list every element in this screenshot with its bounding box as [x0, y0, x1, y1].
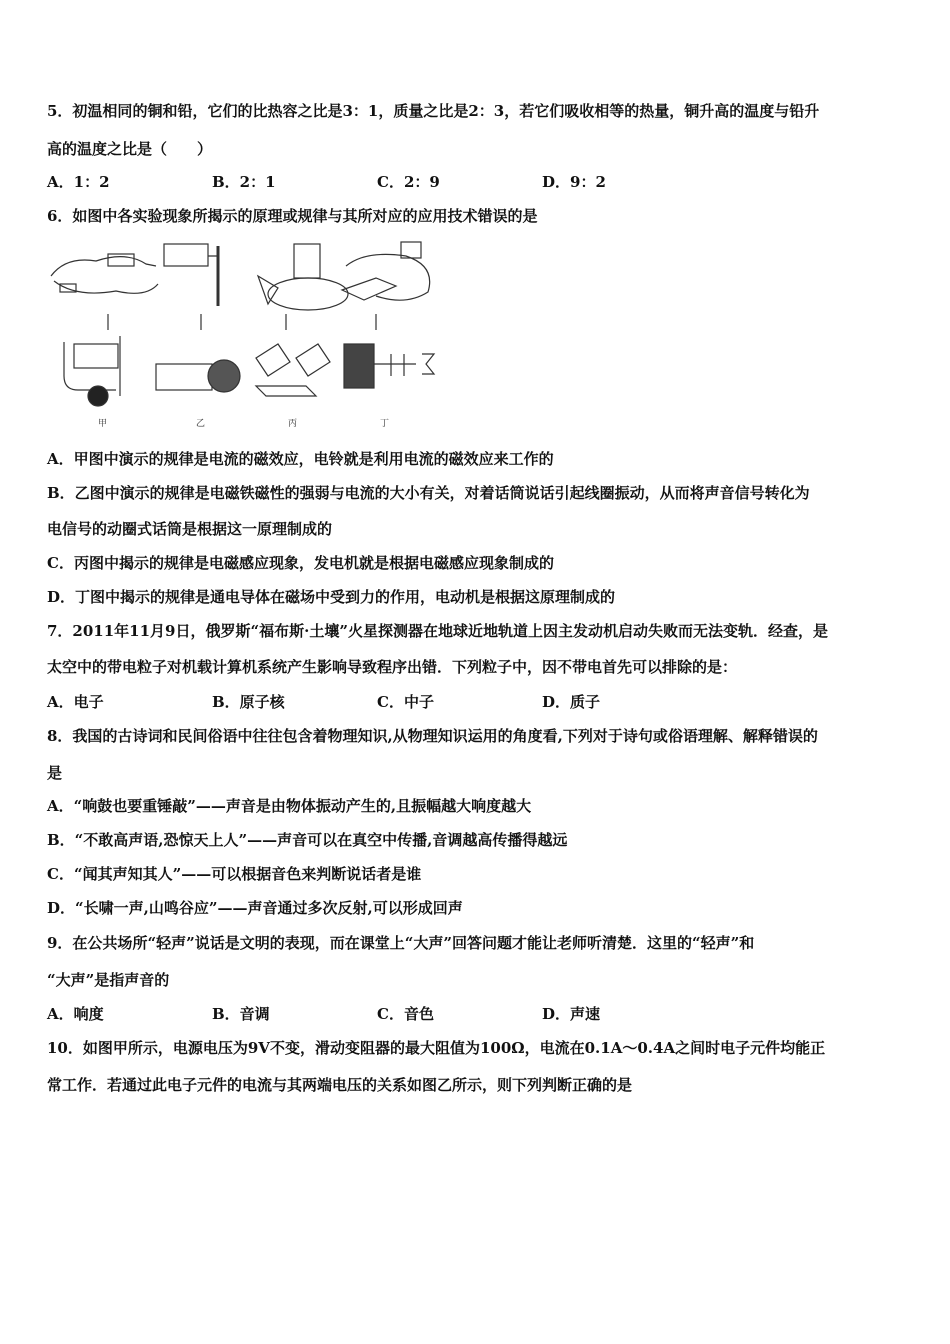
q9-option-a: A．响度 [47, 1005, 104, 1023]
battery-1 [108, 254, 134, 266]
motor-fan [422, 354, 434, 374]
q5-option-a: A．1：2 [47, 173, 110, 191]
q8-option-a: A．“响鼓也要重锤敲”——声音是由物体振动产生的,且振幅越大响度越大 [47, 797, 532, 815]
q6-figure-svg [46, 236, 438, 432]
q5-option-d: D．9：2 [542, 173, 606, 191]
q5-stem-line-2: 高的温度之比是（ ） [47, 140, 213, 158]
microphone-body [156, 364, 212, 390]
q7-option-d: D．质子 [542, 693, 601, 711]
q9-stem-line-1: 9．在公共场所“轻声”说话是文明的表现，而在课堂上“大声”回答问题才能让老师听清楚．这里的“轻声”和 [47, 934, 755, 952]
q5-option-b: B．2：1 [212, 173, 276, 191]
generator-magnet-2 [296, 344, 330, 376]
q6-experiment-figure [46, 236, 438, 432]
q6-option-b-line-2: 电信号的动圈式话筒是根据这一原理制成的 [47, 520, 333, 538]
magnet-4 [342, 278, 396, 300]
magnet-3 [258, 276, 278, 304]
bell-coil [74, 344, 118, 368]
q7-stem-line-2: 太空中的带电粒子对机载计算机系统产生影响导致程序出错．下列粒子中，因不带电首先可以排除的是： [47, 658, 738, 676]
caption-ding: 丁 [380, 419, 390, 429]
motor-body [344, 344, 374, 388]
battery-2 [164, 244, 208, 266]
caption-yi: 乙 [196, 419, 206, 429]
q5-option-c: C．2：9 [377, 173, 440, 191]
electromagnet-frame [64, 342, 116, 390]
q9-stem-line-2: “大声”是指声音的 [47, 971, 170, 989]
q9-option-b: B．音调 [212, 1005, 270, 1023]
q7-stem-line-1: 7．2011年11月9日，俄罗斯“福布斯·土壤”火星探测器在地球近地轨道上因主发动机启动失败而无法变轨．经查，是 [47, 622, 828, 640]
q8-option-b: B．“不敢高声语,恐惊天上人”——声音可以在真空中传播,音调越高传播得越远 [47, 831, 568, 849]
q8-stem-line-2: 是 [47, 764, 63, 782]
q9-option-d: D．声速 [542, 1005, 601, 1023]
circuit-wire-1 [51, 257, 156, 276]
q5-stem-line-1: 5．初温相同的铜和铅，它们的比热容之比是3：1，质量之比是2：3，若它们吸收相等的热量，铜升高的温度与铅升 [47, 102, 820, 120]
q10-stem-line-1: 10．如图甲所示，电源电压为9V不变，滑动变阻器的最大阻值为100Ω，电流在0.1A～0.4A之间时电子元件均能正 [47, 1039, 826, 1057]
caption-bing: 丙 [288, 419, 298, 429]
q6-option-c: C．丙图中揭示的规律是电磁感应现象，发电机就是根据电磁感应现象制成的 [47, 554, 554, 572]
q6-stem: 6．如图中各实验现象所揭示的原理或规律与其所对应的应用技术错误的是 [47, 207, 538, 225]
q7-option-a: A．电子 [47, 693, 104, 711]
q6-option-d: D．丁图中揭示的规律是通电导体在磁场中受到力的作用，电动机是根据这原理制成的 [47, 588, 616, 606]
q6-option-b-line-1: B．乙图中演示的规律是电磁铁磁性的强弱与电流的大小有关，对着话筒说话引起线圈振动，从而将声音信号转化为 [47, 484, 810, 502]
q7-option-c: C．中子 [377, 693, 434, 711]
circuit-loop-3 [268, 278, 348, 310]
q10-stem-line-2: 常工作．若通过此电子元件的电流与其两端电压的关系如图乙所示，则下列判断正确的是 [47, 1076, 633, 1094]
q6-option-a: A．甲图中演示的规律是电流的磁效应，电铃就是利用电流的磁效应来工作的 [47, 450, 554, 468]
q8-option-d: D．“长啸一声,山鸣谷应”——声音通过多次反射,可以形成回声 [47, 899, 463, 917]
q8-stem-line-1: 8．我国的古诗词和民间俗语中往往包含着物理知识,从物理知识运用的角度看,下列对于诗句或俗语理解、解释错误的 [47, 727, 818, 745]
q7-option-b: B．原子核 [212, 693, 285, 711]
microphone-head [208, 360, 240, 392]
q8-option-c: C．“闻其声知其人”——可以根据音色来判断说话者是谁 [47, 865, 422, 883]
generator-base [256, 386, 316, 396]
motor-shaft [374, 354, 416, 376]
circuit-wire-4 [346, 254, 430, 300]
q9-option-c: C．音色 [377, 1005, 434, 1023]
bell-dome [88, 386, 108, 406]
galvanometer-1 [294, 244, 320, 278]
caption-jia: 甲 [98, 419, 108, 429]
generator-magnet-1 [256, 344, 290, 376]
